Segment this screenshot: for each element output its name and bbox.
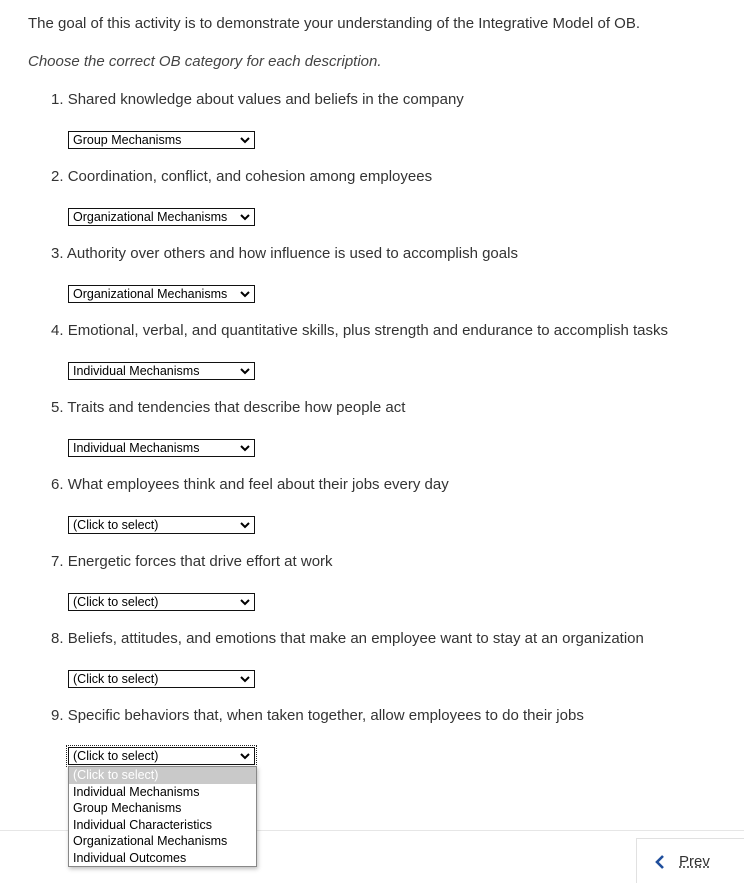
- select-value: (Click to select): [73, 595, 159, 609]
- chevron-down-icon: [239, 132, 251, 148]
- question-7: [51, 553, 333, 570]
- question-5: [51, 399, 405, 416]
- select-value: (Click to select): [73, 749, 159, 763]
- question-text: Shared knowledge about values and beliefs in the company: [67, 91, 464, 108]
- select-value: (Click to select): [73, 672, 159, 686]
- dropdown-option[interactable]: Group Mechanisms: [73, 801, 182, 815]
- question-number: 9.: [51, 707, 64, 724]
- question-number: 8.: [51, 630, 64, 647]
- question-3: [51, 245, 518, 262]
- question-number: 5.: [51, 399, 64, 416]
- question-text: Traits and tendencies that describe how people act: [67, 399, 406, 416]
- question-9: [51, 707, 584, 724]
- dropdown-option[interactable]: (Click to select): [69, 767, 256, 784]
- chevron-down-icon: [239, 671, 251, 687]
- question-number: 6.: [51, 476, 64, 493]
- answer-select-9[interactable]: [68, 747, 255, 765]
- nav-panel: [636, 838, 744, 883]
- prev-button[interactable]: [655, 853, 710, 870]
- chevron-left-icon: [655, 855, 665, 869]
- select-value: Organizational Mechanisms: [73, 287, 228, 301]
- answer-select-6[interactable]: [68, 516, 255, 534]
- question-1: [51, 91, 464, 108]
- chevron-down-icon: [239, 594, 251, 610]
- question-text: Specific behaviors that, when taken together, allow employees to do their jobs: [67, 707, 584, 724]
- chevron-down-icon: [239, 286, 251, 302]
- answer-select-8[interactable]: [68, 670, 255, 688]
- select-value: Individual Mechanisms: [73, 364, 200, 378]
- answer-select-4[interactable]: [68, 362, 255, 380]
- chevron-down-icon: [239, 440, 251, 456]
- dropdown-option[interactable]: Individual Outcomes: [73, 850, 187, 865]
- question-number: 1.: [51, 91, 64, 108]
- question-text: Emotional, verbal, and quantitative skills, plus strength and endurance to accomplish tasks: [67, 322, 669, 339]
- select-value: Organizational Mechanisms: [73, 210, 228, 224]
- chevron-down-icon: [239, 209, 251, 225]
- question-text: Beliefs, attitudes, and emotions that make an employee want to stay at an organization: [67, 630, 644, 647]
- chevron-down-icon: [239, 517, 251, 533]
- select-value: Individual Mechanisms: [73, 441, 200, 455]
- select-value: Group Mechanisms: [73, 133, 182, 147]
- question-text: Coordination, conflict, and cohesion among employees: [67, 168, 433, 185]
- prev-label: Prev: [679, 853, 710, 870]
- question-text: Energetic forces that drive effort at work: [67, 553, 333, 570]
- question-number: 3.: [51, 245, 64, 262]
- dropdown-option[interactable]: Individual Mechanisms: [73, 784, 200, 799]
- question-2: [51, 168, 432, 185]
- chevron-down-icon: [239, 748, 251, 764]
- question-text: Authority over others and how influence is used to accomplish goals: [66, 245, 518, 262]
- chevron-down-icon: [239, 363, 251, 379]
- question-4: [51, 322, 668, 339]
- question-8: [51, 630, 644, 647]
- question-number: 4.: [51, 322, 64, 339]
- instruction-text: Choose the correct OB category for each description.: [28, 53, 382, 70]
- answer-select-7[interactable]: [68, 593, 255, 611]
- dropdown-option[interactable]: Individual Characteristics: [73, 817, 212, 832]
- dropdown-option[interactable]: Organizational Mechanisms: [73, 834, 228, 848]
- question-number: 7.: [51, 553, 64, 570]
- intro-text: The goal of this activity is to demonstrate your understanding of the Integrative Model of OB.: [28, 15, 640, 32]
- question-text: What employees think and feel about their jobs every day: [67, 476, 449, 493]
- answer-select-5[interactable]: [68, 439, 255, 457]
- answer-select-1[interactable]: [68, 131, 255, 149]
- dropdown-list: [68, 766, 257, 867]
- select-value: (Click to select): [73, 518, 159, 532]
- answer-select-3[interactable]: [68, 285, 255, 303]
- question-6: [51, 476, 449, 493]
- answer-select-2[interactable]: [68, 208, 255, 226]
- question-number: 2.: [51, 168, 64, 185]
